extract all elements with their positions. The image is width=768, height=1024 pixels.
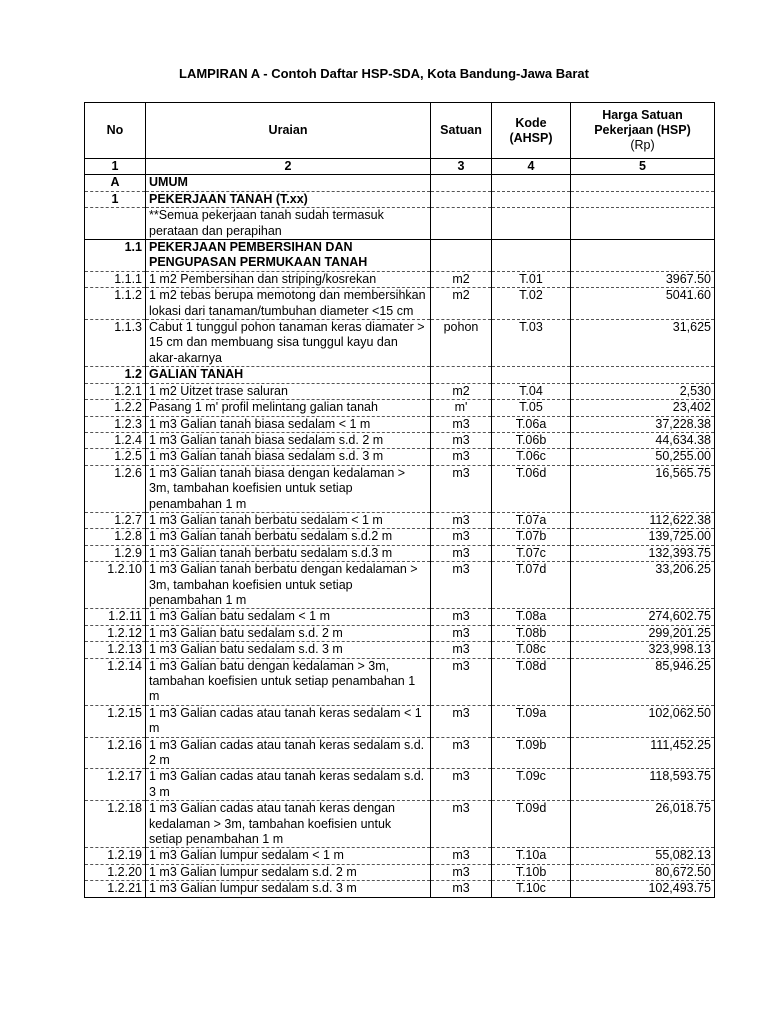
table-header-row [85, 103, 715, 159]
row-number: 1.2.8 [85, 529, 146, 545]
row-number [85, 208, 146, 240]
row-code: T.08b [492, 625, 571, 641]
row-description: UMUM [146, 175, 431, 191]
row-number: 1.2.9 [85, 545, 146, 561]
index-cell: 1 [85, 159, 146, 175]
table-row [85, 383, 715, 399]
row-number: A [85, 175, 146, 191]
row-unit: m3 [431, 625, 492, 641]
row-price: 112,622.38 [571, 512, 715, 528]
row-description: 1 m3 Galian lumpur sedalam < 1 m [146, 848, 431, 864]
row-code: T.06a [492, 416, 571, 432]
row-code: T.09b [492, 737, 571, 769]
row-price: 139,725.00 [571, 529, 715, 545]
row-description: 1 m3 Galian batu sedalam s.d. 2 m [146, 625, 431, 641]
row-number: 1.2.17 [85, 769, 146, 801]
row-number: 1.2.2 [85, 400, 146, 416]
row-code: T.01 [492, 271, 571, 287]
row-price: 299,201.25 [571, 625, 715, 641]
header-kode [492, 103, 571, 159]
table-row [85, 705, 715, 737]
row-code: T.07c [492, 545, 571, 561]
row-code: T.07d [492, 562, 571, 609]
row-price: 50,255.00 [571, 449, 715, 465]
row-unit: m3 [431, 864, 492, 880]
table-row [85, 400, 715, 416]
row-price: 80,672.50 [571, 864, 715, 880]
table-row [85, 512, 715, 528]
row-unit: m3 [431, 562, 492, 609]
row-description: **Semua pekerjaan tanah sudah termasuk perataan dan perapihan [146, 208, 431, 240]
row-price: 102,062.50 [571, 705, 715, 737]
header-uraian: Uraian [146, 103, 431, 159]
header-harga-line3: (Rp) [630, 138, 655, 152]
row-number: 1.1.1 [85, 271, 146, 287]
table-row [85, 208, 715, 240]
row-unit [431, 240, 492, 272]
row-price: 26,018.75 [571, 801, 715, 848]
row-description: 1 m3 Galian cadas atau tanah keras sedalam s.d. 2 m [146, 737, 431, 769]
table-row [85, 288, 715, 320]
row-price: 85,946.25 [571, 658, 715, 705]
row-number: 1.2.6 [85, 465, 146, 512]
table-row [85, 864, 715, 880]
table-row [85, 658, 715, 705]
table-row [85, 240, 715, 272]
row-unit: m3 [431, 658, 492, 705]
row-unit: m3 [431, 848, 492, 864]
row-price: 132,393.75 [571, 545, 715, 561]
row-number: 1.1.3 [85, 320, 146, 367]
row-description: GALIAN TANAH [146, 367, 431, 383]
row-unit [431, 208, 492, 240]
table-row [85, 737, 715, 769]
row-description: 1 m3 Galian tanah biasa sedalam < 1 m [146, 416, 431, 432]
row-unit: pohon [431, 320, 492, 367]
row-description: 1 m3 Galian cadas atau tanah keras sedalam < 1 m [146, 705, 431, 737]
row-number: 1.2.14 [85, 658, 146, 705]
header-harga-line1: Harga Satuan [602, 108, 683, 122]
row-description: 1 m3 Galian batu sedalam < 1 m [146, 609, 431, 625]
row-code: T.08c [492, 642, 571, 658]
table-row [85, 642, 715, 658]
row-unit: m2 [431, 271, 492, 287]
row-code: T.10a [492, 848, 571, 864]
column-index-row [85, 159, 715, 175]
row-description: 1 m3 Galian tanah berbatu sedalam < 1 m [146, 512, 431, 528]
row-unit: m2 [431, 288, 492, 320]
row-unit: m3 [431, 545, 492, 561]
row-number: 1.2.13 [85, 642, 146, 658]
row-code [492, 208, 571, 240]
table-row [85, 609, 715, 625]
header-no: No [85, 103, 146, 159]
row-number: 1.2.4 [85, 432, 146, 448]
row-description: 1 m3 Galian tanah berbatu dengan kedalaman > 3m, tambahan koefisien untuk setiap penambahan 1 m [146, 562, 431, 609]
header-satuan: Satuan [431, 103, 492, 159]
row-price: 55,082.13 [571, 848, 715, 864]
table-row [85, 175, 715, 191]
row-code [492, 240, 571, 272]
hsp-table [84, 102, 715, 898]
row-code: T.09a [492, 705, 571, 737]
row-price: 2,530 [571, 383, 715, 399]
row-unit: m3 [431, 642, 492, 658]
row-code: T.06c [492, 449, 571, 465]
table-row [85, 432, 715, 448]
row-code: T.02 [492, 288, 571, 320]
row-description: 1 m3 Galian batu sedalam s.d. 3 m [146, 642, 431, 658]
row-unit: m' [431, 400, 492, 416]
header-harga [571, 103, 715, 159]
row-description: 1 m3 Galian tanah biasa dengan kedalaman > 3m, tambahan koefisien untuk setiap penambahan 1 m [146, 465, 431, 512]
row-price: 23,402 [571, 400, 715, 416]
row-code: T.07b [492, 529, 571, 545]
row-price [571, 191, 715, 207]
row-number: 1.2.11 [85, 609, 146, 625]
row-price: 31,625 [571, 320, 715, 367]
table-row [85, 271, 715, 287]
row-unit: m3 [431, 449, 492, 465]
row-unit: m3 [431, 705, 492, 737]
table-row [85, 625, 715, 641]
row-code: T.05 [492, 400, 571, 416]
row-price: 111,452.25 [571, 737, 715, 769]
row-unit: m3 [431, 512, 492, 528]
row-description: 1 m3 Galian cadas atau tanah keras dengan kedalaman > 3m, tambahan koefisien untuk setiap penambahan 1 m [146, 801, 431, 848]
row-code: T.09d [492, 801, 571, 848]
row-code: T.06b [492, 432, 571, 448]
row-number: 1.2.20 [85, 864, 146, 880]
row-number: 1.2.7 [85, 512, 146, 528]
row-code: T.03 [492, 320, 571, 367]
row-description: 1 m3 Galian cadas atau tanah keras sedalam s.d. 3 m [146, 769, 431, 801]
row-unit: m3 [431, 769, 492, 801]
table-row [85, 367, 715, 383]
row-unit [431, 191, 492, 207]
row-number: 1.1 [85, 240, 146, 272]
row-number: 1.2.10 [85, 562, 146, 609]
row-description: Cabut 1 tunggul pohon tanaman keras diamater > 15 cm dan membuang sisa tunggul kayu dan akar-akarnya [146, 320, 431, 367]
header-kode-line1: Kode [515, 115, 547, 130]
row-code [492, 367, 571, 383]
index-cell: 4 [492, 159, 571, 175]
row-price: 118,593.75 [571, 769, 715, 801]
document-title: LAMPIRAN A - Contoh Daftar HSP-SDA, Kota Bandung-Jawa Barat [179, 66, 589, 81]
row-description: 1 m3 Galian lumpur sedalam s.d. 3 m [146, 881, 431, 897]
table-row [85, 416, 715, 432]
row-description: 1 m3 Galian tanah biasa sedalam s.d. 3 m [146, 449, 431, 465]
row-description: 1 m3 Galian lumpur sedalam s.d. 2 m [146, 864, 431, 880]
row-price: 3967.50 [571, 271, 715, 287]
row-code [492, 191, 571, 207]
row-unit: m2 [431, 383, 492, 399]
row-code: T.08d [492, 658, 571, 705]
row-price: 33,206.25 [571, 562, 715, 609]
table-row [85, 465, 715, 512]
table-row [85, 801, 715, 848]
index-cell: 2 [146, 159, 431, 175]
row-code: T.04 [492, 383, 571, 399]
row-price: 102,493.75 [571, 881, 715, 897]
row-number: 1.2.5 [85, 449, 146, 465]
row-code [492, 175, 571, 191]
table-row [85, 545, 715, 561]
table-row [85, 881, 715, 897]
table-row [85, 769, 715, 801]
row-number: 1.2.3 [85, 416, 146, 432]
row-price [571, 240, 715, 272]
row-unit: m3 [431, 465, 492, 512]
row-description: 1 m3 Galian batu dengan kedalaman > 3m, tambahan koefisien untuk setiap penambahan 1 m [146, 658, 431, 705]
row-code: T.09c [492, 769, 571, 801]
row-description: Pasang 1 m' profil melintang galian tanah [146, 400, 431, 416]
row-description: PEKERJAAN TANAH (T.xx) [146, 191, 431, 207]
row-number: 1.2.1 [85, 383, 146, 399]
row-price: 37,228.38 [571, 416, 715, 432]
table-row [85, 449, 715, 465]
row-description: 1 m3 Galian tanah biasa sedalam s.d. 2 m [146, 432, 431, 448]
table-row [85, 529, 715, 545]
index-cell: 3 [431, 159, 492, 175]
row-description: 1 m2 tebas berupa memotong dan membersihkan lokasi dari tanaman/tumbuhan diameter <15 cm [146, 288, 431, 320]
row-number: 1.1.2 [85, 288, 146, 320]
row-code: T.10b [492, 864, 571, 880]
table-row [85, 191, 715, 207]
row-price: 5041.60 [571, 288, 715, 320]
row-unit: m3 [431, 881, 492, 897]
row-price: 274,602.75 [571, 609, 715, 625]
row-unit [431, 175, 492, 191]
row-number: 1.2 [85, 367, 146, 383]
header-harga-line2: Pekerjaan (HSP) [594, 123, 691, 137]
row-description: 1 m2 Pembersihan dan striping/kosrekan [146, 271, 431, 287]
row-number: 1.2.16 [85, 737, 146, 769]
row-price [571, 208, 715, 240]
row-price: 44,634.38 [571, 432, 715, 448]
table-row [85, 848, 715, 864]
table-row [85, 320, 715, 367]
row-number: 1.2.15 [85, 705, 146, 737]
row-code: T.06d [492, 465, 571, 512]
row-unit: m3 [431, 737, 492, 769]
row-unit: m3 [431, 432, 492, 448]
table-row [85, 562, 715, 609]
row-number: 1 [85, 191, 146, 207]
row-code: T.08a [492, 609, 571, 625]
row-description: 1 m2 Uitzet trase saluran [146, 383, 431, 399]
row-code: T.10c [492, 881, 571, 897]
row-code: T.07a [492, 512, 571, 528]
row-price: 16,565.75 [571, 465, 715, 512]
row-unit [431, 367, 492, 383]
header-kode-line2: (AHSP) [509, 130, 553, 145]
row-number: 1.2.19 [85, 848, 146, 864]
row-price: 323,998.13 [571, 642, 715, 658]
row-unit: m3 [431, 801, 492, 848]
row-number: 1.2.12 [85, 625, 146, 641]
row-unit: m3 [431, 609, 492, 625]
row-number: 1.2.18 [85, 801, 146, 848]
row-description: PEKERJAAN PEMBERSIHAN DAN PENGUPASAN PERMUKAAN TANAH [146, 240, 431, 272]
row-description: 1 m3 Galian tanah berbatu sedalam s.d.3 m [146, 545, 431, 561]
row-unit: m3 [431, 416, 492, 432]
row-description: 1 m3 Galian tanah berbatu sedalam s.d.2 m [146, 529, 431, 545]
row-unit: m3 [431, 529, 492, 545]
index-cell: 5 [571, 159, 715, 175]
row-number: 1.2.21 [85, 881, 146, 897]
row-price [571, 175, 715, 191]
row-price [571, 367, 715, 383]
